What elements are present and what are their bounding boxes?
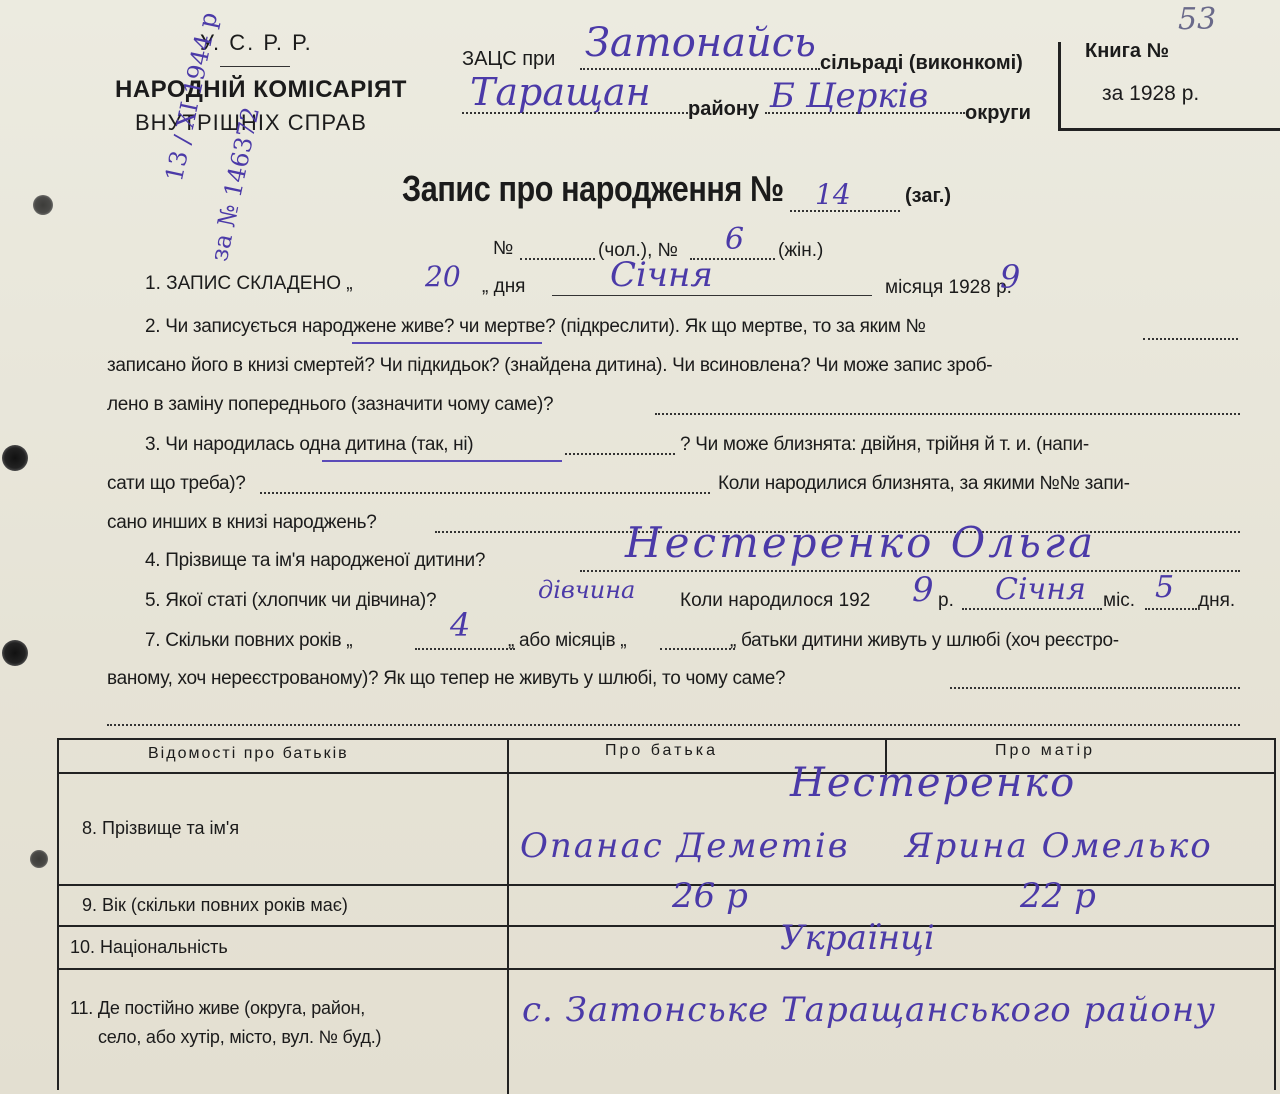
okrug-line	[765, 112, 965, 114]
father-name: Опанас Деметів	[520, 826, 850, 866]
row11-label-line2: село, або хутір, місто, вул. № буд.)	[98, 1027, 382, 1047]
book-label: Книга №	[1085, 40, 1169, 62]
punch-hole-middle	[2, 445, 28, 471]
child-sex: дівчина	[538, 576, 636, 604]
table-header-father: Про батька	[605, 742, 718, 759]
table-header-bottom	[57, 772, 1274, 774]
q3-line1a: 3. Чи народилась одна дитина (так, ні)	[145, 434, 474, 455]
registration-stamp-number: за № 146372	[205, 104, 266, 264]
title-suffix: (заг.)	[905, 185, 952, 207]
parents-surname: Нестеренко	[790, 760, 1077, 806]
book-number: 53	[1178, 2, 1217, 37]
female-number: 6	[725, 222, 745, 257]
registration-stamp-date: 13 / XI 1944 р	[160, 9, 224, 184]
zags-prefix: ЗАЦС при	[462, 48, 556, 70]
q7-line2-fill	[950, 687, 1240, 689]
okrug-label: округи	[965, 102, 1031, 124]
q2-underline	[352, 342, 542, 344]
q7-line3-fill	[107, 724, 1240, 726]
child-name: Нестеренко Ольга	[625, 518, 1097, 567]
q1-month: Січня	[610, 255, 713, 295]
birth-year-digit: 9	[912, 570, 934, 610]
q3-line3: сано инших в книзі народжень?	[107, 512, 377, 533]
row10-bottom	[57, 968, 1274, 970]
q4-label: 4. Прізвище та ім'я народженої дитини?	[145, 550, 486, 571]
q7-label: 7. Скільки повних років „	[145, 630, 353, 651]
row9-bottom	[57, 925, 1274, 927]
department-label: ВНУТРІШНІХ СПРАВ	[135, 110, 367, 135]
q3-underline	[322, 460, 562, 462]
q7-line2: ваному, хоч нереєстрованому)? Як що тепер не живуть у шлюбі, то чому саме?	[107, 668, 786, 689]
row11-label-line1: 11. Де постійно живе (округа, район,	[70, 998, 366, 1018]
row9-label: 9. Вік (скільки повних років має)	[82, 895, 348, 915]
punch-hole-bottom	[2, 640, 28, 666]
okrug-value: Б Церків	[770, 76, 929, 116]
birth-month: Січня	[995, 572, 1086, 607]
female-label: (жін.)	[778, 240, 824, 261]
q2-line2: записано його в книзі смертей? Чи підкидьок? (знайдена дитина). Чи всиновлена? Чи може запис зроб-	[107, 355, 993, 376]
table-col-divider-1	[507, 738, 509, 1094]
male-no-label: №	[493, 238, 514, 259]
marriage-years: 4	[450, 606, 471, 644]
nationality: Українці	[780, 918, 935, 958]
book-year: за 1928 р.	[1102, 82, 1200, 105]
raion-value: Таращан	[470, 70, 651, 114]
birth-day: 5	[1155, 570, 1175, 605]
q2-line3-fill	[655, 413, 1240, 415]
q7-line1-rest: „ батьки дитини живуть у шлюбі (хоч реєстро-	[730, 630, 1119, 651]
male-no-line	[520, 258, 595, 260]
birth-month-line	[962, 608, 1102, 610]
table-header-mother: Про матір	[995, 742, 1096, 759]
header-rule	[220, 66, 290, 67]
q1-year-label: місяця 1928 р.	[885, 277, 1012, 298]
punch-hole-lower	[30, 850, 48, 868]
record-number-line	[790, 210, 900, 212]
q1-day-label: „ дня	[482, 276, 526, 297]
birth-day-line	[1145, 608, 1197, 610]
q7-months-label: „ або місяців „	[508, 630, 627, 651]
q5-born-label: Коли народилося 192	[680, 590, 871, 611]
republic-label: У. С. Р. Р.	[200, 30, 313, 55]
q3-line2-fill	[260, 492, 710, 494]
row8-label: 8. Прізвище та ім'я	[82, 818, 240, 838]
q5-day-label: дня.	[1198, 590, 1236, 611]
q1-label: 1. ЗАПИС СКЛАДЕНО „	[145, 273, 353, 294]
q3-line1-fill	[565, 453, 675, 455]
q3-line2a: сати що треба)?	[107, 473, 246, 494]
zags-suffix: сільраді (виконкомі)	[820, 52, 1023, 74]
raion-label: району	[688, 98, 760, 120]
record-number: 14	[815, 178, 851, 211]
q1-day: 20	[425, 260, 461, 293]
q5-label: 5. Якої статі (хлопчик чи дівчина)?	[145, 590, 437, 611]
residence: с. Затонське Таращанського району	[522, 990, 1216, 1030]
q1-year-correction: 9	[1000, 258, 1021, 296]
commissariat-label: НАРОДНІЙ КОМІСАРІЯТ	[115, 76, 407, 103]
marriage-years-line	[415, 648, 515, 650]
child-name-line	[580, 570, 1240, 572]
father-age: 26 р	[672, 876, 748, 916]
mother-name: Ярина Омелько	[905, 826, 1213, 866]
q2-line3: лено в заміну попереднього (зазначити чому саме)?	[107, 394, 554, 415]
q5-month-label: міс.	[1103, 590, 1136, 611]
q1-month-line	[552, 295, 872, 296]
mother-age: 22 р	[1020, 876, 1096, 916]
q5-year-suffix: р.	[938, 590, 954, 611]
row10-label: 10. Національність	[70, 937, 228, 957]
male-female-label: (чол.), №	[598, 240, 679, 261]
raion-line	[462, 112, 692, 114]
q3-line1b: ? Чи може близнята: двійня, трійня й т. и. (напи-	[680, 434, 1089, 455]
marriage-months-line	[660, 648, 735, 650]
q3-line2b: Коли народилися близнята, за якими №№ запи-	[718, 473, 1130, 494]
document-title: Запис про народження №	[402, 168, 784, 209]
table-header-parents: Відомості про батьків	[148, 745, 349, 762]
zags-village: Затонайсь	[585, 20, 816, 66]
q2-death-no-line	[1143, 338, 1238, 340]
punch-hole-top	[33, 195, 53, 215]
q2-line1: 2. Чи записується народжене живе? чи мертве? (підкреслити). Як що мертве, то за яким №	[145, 316, 926, 337]
